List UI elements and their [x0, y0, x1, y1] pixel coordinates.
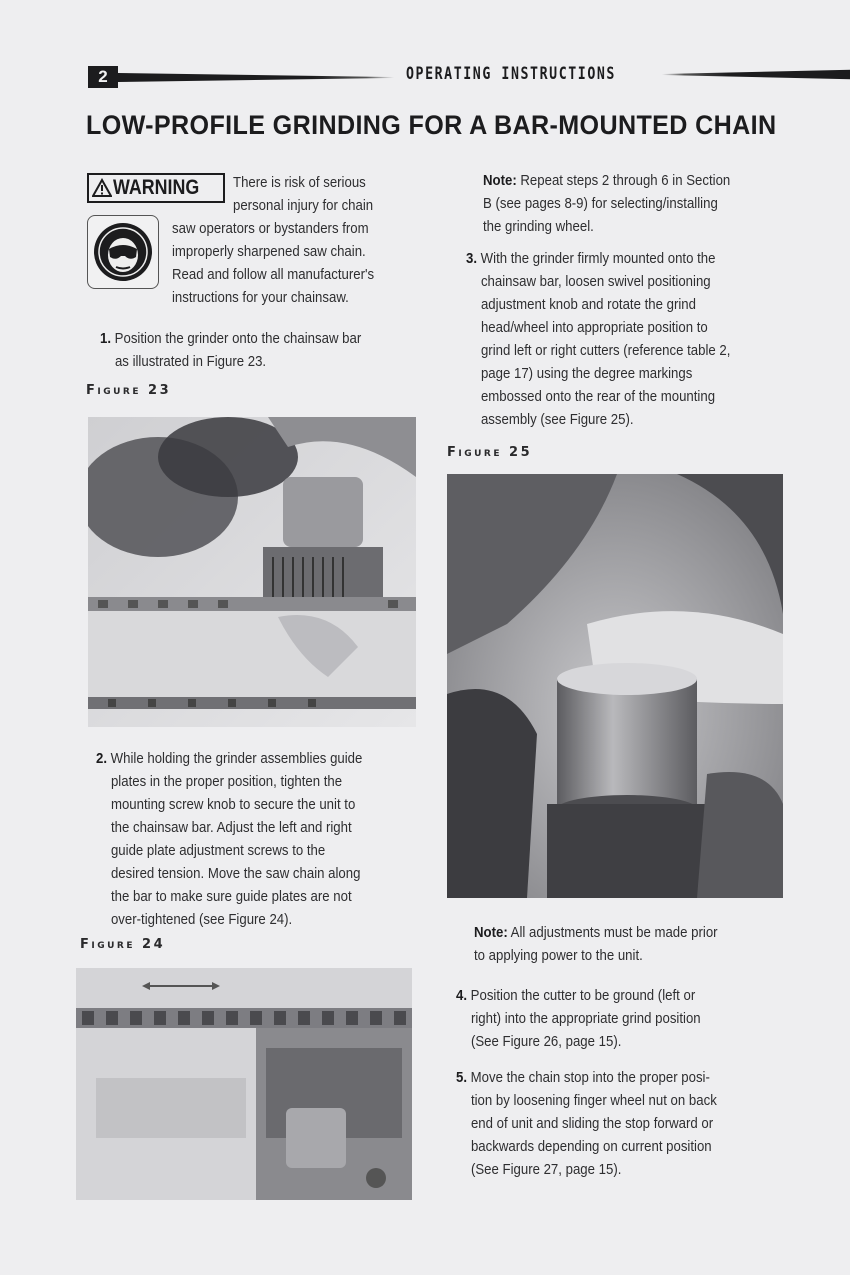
warning-label — [87, 173, 225, 203]
step-line: end of unit and sliding the stop forward or — [470, 1115, 714, 1132]
step-number: 1. — [100, 330, 112, 347]
figure-25-photo — [447, 474, 783, 898]
step-line: adjustment knob and rotate the grind — [480, 296, 696, 313]
step-line: Move the chain stop into the proper posi- — [470, 1069, 710, 1086]
step-number: 3. — [466, 250, 478, 267]
step-number: 5. — [456, 1069, 468, 1086]
step-2 — [96, 747, 399, 931]
note-line: All adjustments must be made prior — [510, 924, 718, 941]
note-line: the grinding wheel. — [483, 218, 594, 235]
warning-line: improperly sharpened saw chain. — [172, 243, 366, 260]
step-line: desired tension. Move the saw chain along — [110, 865, 361, 882]
step-line: guide plate adjustment screws to the — [110, 842, 326, 859]
step-line: the bar to make sure guide plates are not — [110, 888, 352, 905]
warning-line: instructions for your chainsaw. — [172, 289, 349, 306]
figure-25-label: Figure 25 — [447, 445, 533, 460]
header-rule-right — [662, 69, 850, 80]
step-4 — [456, 984, 734, 1053]
warning-line: personal injury for chain — [233, 197, 374, 214]
step-3 — [466, 247, 766, 431]
step-number: 2. — [96, 750, 108, 767]
warning-line: Read and follow all manufacturer's — [172, 266, 375, 283]
note-line: Repeat steps 2 through 6 in Section — [520, 172, 731, 189]
step-line: as illustrated in Figure 23. — [114, 353, 267, 370]
page-header — [88, 64, 794, 90]
step-1 — [100, 327, 397, 373]
step-line: assembly (see Figure 25). — [480, 411, 634, 428]
note-label: Note: — [474, 924, 508, 941]
note-line: B (see pages 8-9) for selecting/installing — [483, 195, 718, 212]
note-2 — [474, 921, 751, 967]
step-line: over-tightened (see Figure 24). — [110, 911, 293, 928]
step-line: (See Figure 26, page 15). — [470, 1033, 622, 1050]
warning-triangle-icon — [92, 178, 112, 198]
figure-23-label: Figure 23 — [86, 383, 172, 398]
note-1 — [483, 169, 764, 238]
step-line: mounting screw knob to secure the unit to — [110, 796, 356, 813]
warning-message-bottom — [172, 217, 402, 309]
step-line: right) into the appropriate grind position — [470, 1010, 701, 1027]
page-number: 2 — [88, 66, 118, 88]
step-number: 4. — [456, 987, 468, 1004]
step-line: Position the grinder onto the chainsaw bar — [114, 330, 362, 347]
step-line: With the grinder firmly mounted onto the — [480, 250, 716, 267]
step-line: embossed onto the rear of the mounting — [480, 388, 716, 405]
step-line: grind left or right cutters (reference table 2, — [480, 342, 731, 359]
step-line: page 17) using the degree markings — [480, 365, 693, 382]
safety-goggles-symbol — [87, 215, 159, 289]
step-line: the chainsaw bar. Adjust the left and right — [110, 819, 352, 836]
safety-goggles-icon — [92, 221, 154, 283]
warning-line: saw operators or bystanders from — [172, 220, 369, 237]
step-line: head/wheel into appropriate position to — [480, 319, 708, 336]
warning-message-top — [233, 171, 392, 217]
step-line: While holding the grinder assemblies guide — [110, 750, 363, 767]
step-line: backwards depending on current position — [470, 1138, 712, 1155]
figure-24-photo — [76, 968, 412, 1200]
step-line: tion by loosening finger wheel nut on back — [470, 1092, 717, 1109]
warning-line: There is risk of serious — [233, 174, 366, 191]
step-line: (See Figure 27, page 15). — [470, 1161, 622, 1178]
warning-text: WARNING — [113, 176, 200, 199]
step-line: Position the cutter to be ground (left or — [470, 987, 696, 1004]
figure-23-photo — [88, 417, 416, 727]
note-line: to applying power to the unit. — [474, 947, 643, 964]
page-title: LOW-PROFILE GRINDING FOR A BAR-MOUNTED CHAIN — [86, 110, 777, 140]
step-5 — [456, 1066, 752, 1181]
section-title: OPERATING INSTRUCTIONS — [406, 64, 616, 84]
step-line: plates in the proper position, tighten the — [110, 773, 343, 790]
note-label: Note: — [483, 172, 517, 189]
header-rule-left — [118, 73, 394, 82]
step-line: chainsaw bar, loosen swivel positioning — [480, 273, 711, 290]
figure-24-label: Figure 24 — [80, 937, 166, 952]
